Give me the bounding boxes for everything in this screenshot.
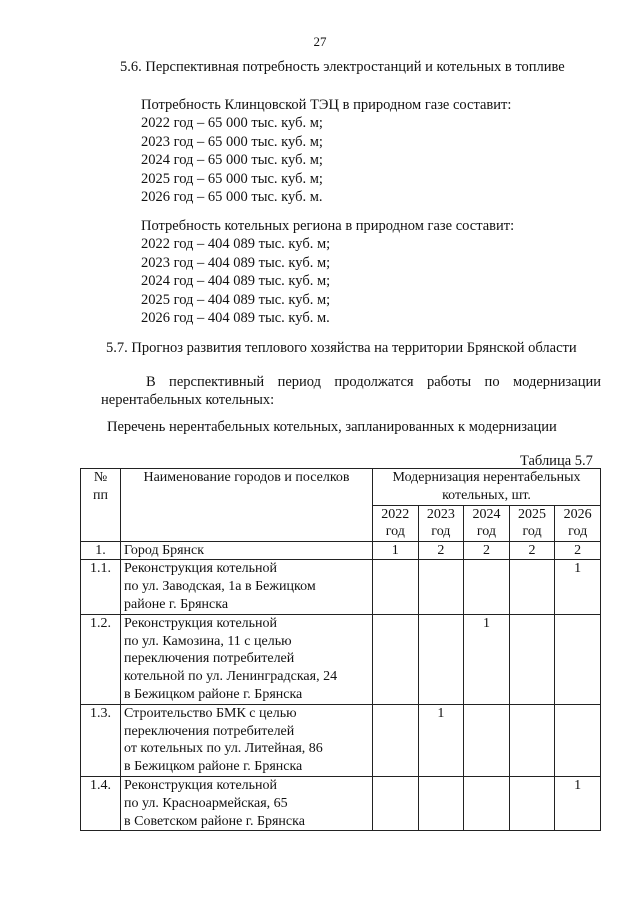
row-value — [509, 614, 555, 704]
row-value — [555, 614, 601, 704]
tec-line: 2022 год – 65 000 тыс. куб. м; — [141, 115, 323, 131]
row-value — [509, 776, 555, 830]
row-name: Реконструкция котельной по ул. Камозина, 11 с целью переключения потребителей котельной по ул. Ленинградская, 24 в Бежицком районе г. Брянска — [121, 614, 373, 704]
row-value: 1 — [418, 704, 464, 776]
year-header-cell: 2023 год — [418, 505, 464, 541]
boiler-line: 2022 год – 404 089 тыс. куб. м; — [141, 236, 331, 252]
row-value — [418, 776, 464, 830]
header-name: Наименование городов и поселков — [121, 469, 373, 542]
tec-intro: Потребность Клинцовской ТЭЦ в природном газе составит: — [141, 97, 512, 113]
boiler-line: 2024 год – 404 089 тыс. куб. м; — [141, 273, 331, 290]
paragraph-line: нерентабельных котельных: — [101, 392, 275, 408]
row-value: 1 — [555, 776, 601, 830]
tec-consumption-list — [141, 114, 323, 207]
row-value: 1 — [373, 541, 419, 560]
year-header-cell: 2026 год — [555, 505, 601, 541]
table-row — [81, 704, 601, 776]
row-value: 2 — [555, 541, 601, 560]
boiler-intro: Потребность котельных региона в природном газе составит: — [141, 218, 515, 234]
year-header-cell: 2024 год — [464, 505, 510, 541]
year-header-cell: 2025 год — [509, 505, 555, 541]
section-5-6-heading: 5.6. Перспективная потребность электростанций и котельных в топливе — [120, 59, 565, 75]
row-value — [373, 776, 419, 830]
row-number: 1. — [81, 541, 121, 560]
row-name: Реконструкция котельной по ул. Красноармейская, 65 в Советском районе г. Брянска — [121, 776, 373, 830]
table-caption: Таблица 5.7 — [520, 453, 593, 469]
boiler-modernization-table — [80, 468, 601, 831]
table-row — [81, 776, 601, 830]
boiler-line: 2025 год – 404 089 тыс. куб. м; — [141, 291, 331, 308]
row-number: 1.4. — [81, 776, 121, 830]
row-value: 1 — [464, 614, 510, 704]
modernization-paragraph — [101, 373, 601, 409]
tec-line: 2026 год – 65 000 тыс. куб. м. — [141, 189, 323, 206]
boiler-line: 2026 год – 404 089 тыс. куб. м. — [141, 310, 330, 327]
boiler-line: 2023 год – 404 089 тыс. куб. м; — [141, 254, 331, 271]
tec-line: 2025 год – 65 000 тыс. куб. м; — [141, 170, 323, 187]
row-value: 2 — [464, 541, 510, 560]
row-value — [464, 704, 510, 776]
tec-line: 2024 год – 65 000 тыс. куб. м; — [141, 152, 323, 169]
row-name: Город Брянск — [121, 541, 373, 560]
row-name: Строительство БМК с целью переключения потребителей от котельных по ул. Литейная, 86 в Бежицком районе г. Брянска — [121, 704, 373, 776]
row-value: 1 — [555, 560, 601, 614]
row-value — [464, 776, 510, 830]
row-value — [464, 560, 510, 614]
boiler-consumption-list — [141, 235, 330, 328]
table-header-row — [81, 469, 601, 506]
row-value — [373, 560, 419, 614]
year-header-cell: 2022 год — [373, 505, 419, 541]
row-value — [509, 560, 555, 614]
row-number: 1.2. — [81, 614, 121, 704]
row-value — [418, 614, 464, 704]
header-number: № пп — [81, 469, 121, 542]
row-number: 1.3. — [81, 704, 121, 776]
row-value — [418, 560, 464, 614]
table-row — [81, 614, 601, 704]
row-value — [509, 704, 555, 776]
section-5-7-heading: 5.7. Прогноз развития теплового хозяйства на территории Брянской области — [106, 340, 577, 356]
row-number: 1.1. — [81, 560, 121, 614]
row-value: 2 — [509, 541, 555, 560]
table-row — [81, 560, 601, 614]
row-name: Реконструкция котельной по ул. Заводская, 1а в Бежицком районе г. Брянска — [121, 560, 373, 614]
header-modernization: Модернизация нерентабельных котельных, шт. — [373, 469, 601, 506]
paragraph-line: В перспективный период продолжатся работы по модернизации — [146, 374, 601, 390]
page-number: 27 — [313, 34, 327, 49]
row-value — [555, 704, 601, 776]
table-row — [81, 541, 601, 560]
row-value — [373, 614, 419, 704]
row-value: 2 — [418, 541, 464, 560]
list-title: Перечень нерентабельных котельных, запланированных к модернизации — [107, 419, 557, 435]
row-value — [373, 704, 419, 776]
tec-line: 2023 год – 65 000 тыс. куб. м; — [141, 133, 323, 150]
